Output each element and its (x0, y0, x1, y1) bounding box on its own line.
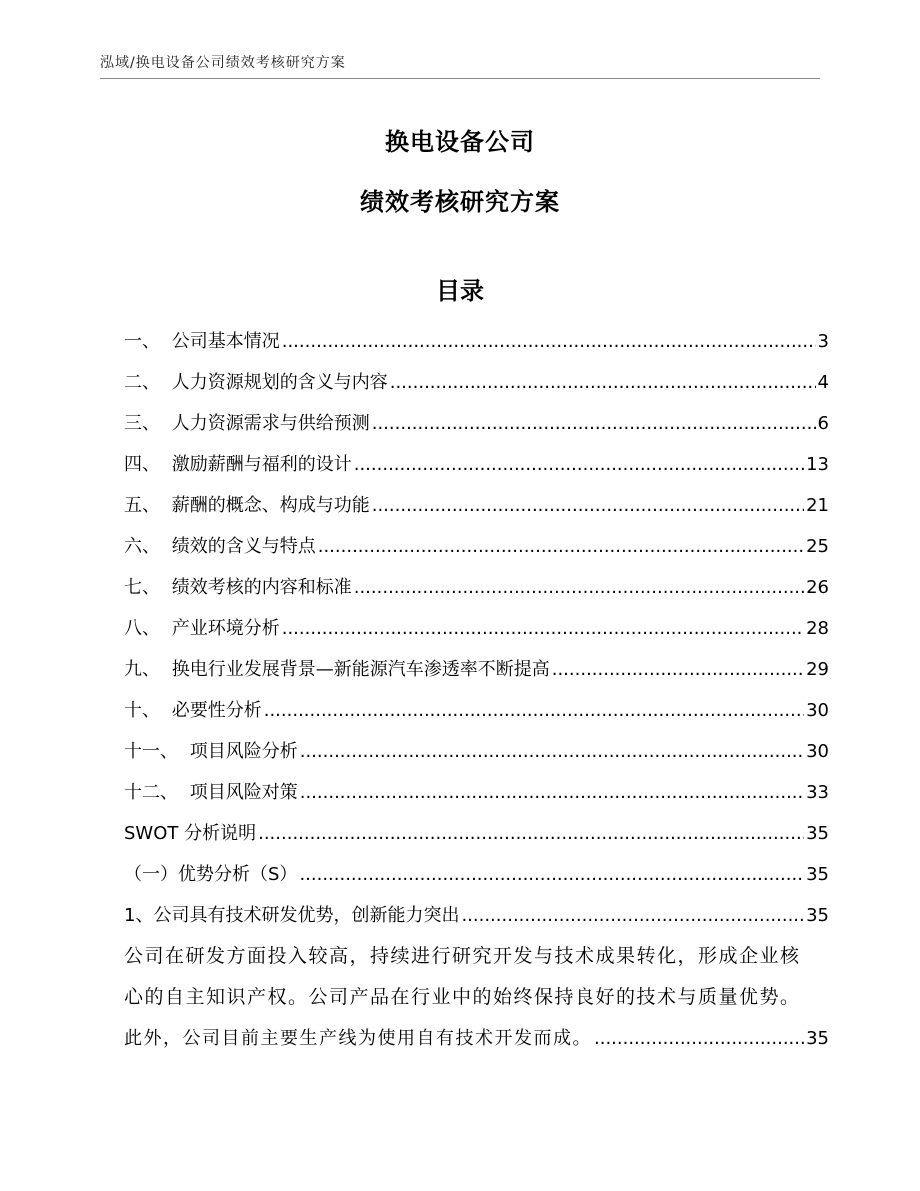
toc-entry-text: 1、公司具有技术研发优势，创新能力突出 (124, 905, 460, 926)
toc-entry[interactable] (124, 362, 829, 403)
toc-entry-label (124, 485, 370, 526)
toc-entry-label (124, 690, 262, 731)
toc-entry-number: 六、 (124, 536, 160, 557)
toc-entry[interactable] (124, 813, 829, 854)
toc-paragraph-line: 公司在研发方面投入较高，持续进行研究开发与技术成果转化，形成企业核 (124, 945, 801, 967)
toc-entry-label (124, 321, 280, 362)
toc-leader-dots (461, 895, 804, 936)
toc-entry[interactable] (124, 690, 829, 731)
toc-paragraph-line: 心的自主知识产权。公司产品在行业中的始终保持良好的技术与质量优势。 (124, 986, 801, 1008)
toc-entry-page: 3 (817, 331, 829, 352)
toc-entry[interactable] (124, 485, 829, 526)
toc-entry[interactable] (124, 731, 829, 772)
toc-leader-dots (282, 608, 804, 649)
document-title-line1: 换电设备公司 (385, 128, 535, 156)
toc-entry-label (124, 403, 370, 444)
toc-entry-label (124, 362, 388, 403)
table-of-contents (124, 321, 829, 1059)
toc-entry-number: 十二、 (124, 782, 178, 803)
toc-entry-page: 35 (806, 823, 829, 844)
toc-entry-number: 八、 (124, 618, 160, 639)
toc-leader-dots (390, 362, 816, 403)
toc-leader-dots (299, 854, 804, 895)
toc-leader-dots (372, 485, 804, 526)
toc-leader-dots (354, 567, 804, 608)
toc-entry-label (124, 854, 297, 895)
toc-entry-text: 绩效的含义与特点 (171, 536, 316, 557)
toc-entry-number: 十一、 (124, 741, 178, 762)
toc-entry[interactable] (124, 526, 829, 567)
toc-entry[interactable] (124, 403, 829, 444)
toc-entry[interactable] (124, 649, 829, 690)
toc-entry-page: 30 (806, 700, 829, 721)
toc-entry-page: 25 (806, 536, 829, 557)
toc-entry-text: SWOT 分析说明 (124, 823, 257, 844)
toc-entry[interactable] (124, 444, 829, 485)
toc-leader-dots (258, 813, 804, 854)
toc-entry-number: 二、 (124, 372, 160, 393)
toc-entry-page: 13 (806, 454, 829, 475)
toc-entry-label (124, 772, 298, 813)
toc-leader-dots (318, 526, 804, 567)
toc-entry-page: 33 (806, 782, 829, 803)
toc-entry-label (124, 649, 550, 690)
toc-entry-label (124, 895, 459, 936)
toc-entry-label: 此外，公司目前主要生产线为使用自有技术开发而成。 (124, 1028, 592, 1049)
toc-entry-text: 产业环境分析 (171, 618, 280, 639)
toc-leader-dots (354, 444, 804, 485)
document-title-line2: 绩效考核研究方案 (360, 188, 560, 216)
toc-leader-dots (264, 690, 804, 731)
toc-entry-label (124, 567, 352, 608)
toc-entry-page: 35 (806, 864, 829, 885)
toc-entries (124, 321, 829, 936)
toc-entry-page: 6 (817, 413, 829, 434)
toc-entry-number: 一、 (124, 331, 160, 352)
toc-leader-dots (282, 321, 816, 362)
toc-entry[interactable] (124, 608, 829, 649)
toc-entry-number: 三、 (124, 413, 160, 434)
toc-leader-dots (594, 1018, 804, 1059)
toc-entry-page: 35 (806, 905, 829, 926)
toc-entry-text: 激励薪酬与福利的设计 (171, 454, 352, 475)
toc-entry-text: 换电行业发展背景—新能源汽车渗透率不断提高 (171, 659, 550, 680)
toc-entry[interactable] (124, 772, 829, 813)
toc-entry-label (124, 731, 298, 772)
toc-entry-number: 四、 (124, 454, 160, 475)
toc-entry-text: 人力资源规划的含义与内容 (171, 372, 388, 393)
toc-entry-page: 21 (806, 495, 829, 516)
toc-entry-text: 公司基本情况 (171, 331, 280, 352)
toc-entry-label (124, 813, 256, 854)
toc-entry-page: 29 (806, 659, 829, 680)
toc-entry-page: 30 (806, 741, 829, 762)
toc-leader-dots (372, 403, 816, 444)
toc-entry-page: 4 (817, 372, 829, 393)
toc-leader-dots (300, 772, 804, 813)
toc-entry[interactable] (124, 895, 829, 936)
toc-entry[interactable] (124, 321, 829, 362)
toc-entry[interactable] (124, 567, 829, 608)
toc-entry-text: （一）优势分析（S） (124, 864, 298, 885)
toc-entry-text: 项目风险对策 (189, 782, 298, 803)
toc-entry-label (124, 608, 280, 649)
toc-entry-text: 项目风险分析 (189, 741, 298, 762)
toc-entry-number: 五、 (124, 495, 160, 516)
toc-entry-text: 绩效考核的内容和标准 (171, 577, 352, 598)
toc-entry-number: 十、 (124, 700, 160, 721)
toc-entry-label (124, 526, 316, 567)
toc-entry-label (124, 444, 352, 485)
toc-entry-text: 必要性分析 (171, 700, 262, 721)
running-header: 泓域/换电设备公司绩效考核研究方案 (100, 52, 820, 79)
toc-entry-text: 人力资源需求与供给预测 (171, 413, 370, 434)
toc-entry-number: 七、 (124, 577, 160, 598)
toc-leader-dots (552, 649, 804, 690)
toc-entry-page: 26 (806, 577, 829, 598)
toc-entry-text: 薪酬的概念、构成与功能 (171, 495, 370, 516)
toc-entry[interactable] (124, 1018, 829, 1059)
toc-entry[interactable] (124, 854, 829, 895)
toc-leader-dots (300, 731, 804, 772)
toc-entry-page: 28 (806, 618, 829, 639)
toc-entry-page: 35 (806, 1028, 829, 1049)
toc-entry-number: 九、 (124, 659, 160, 680)
toc-heading: 目录 (436, 277, 484, 305)
